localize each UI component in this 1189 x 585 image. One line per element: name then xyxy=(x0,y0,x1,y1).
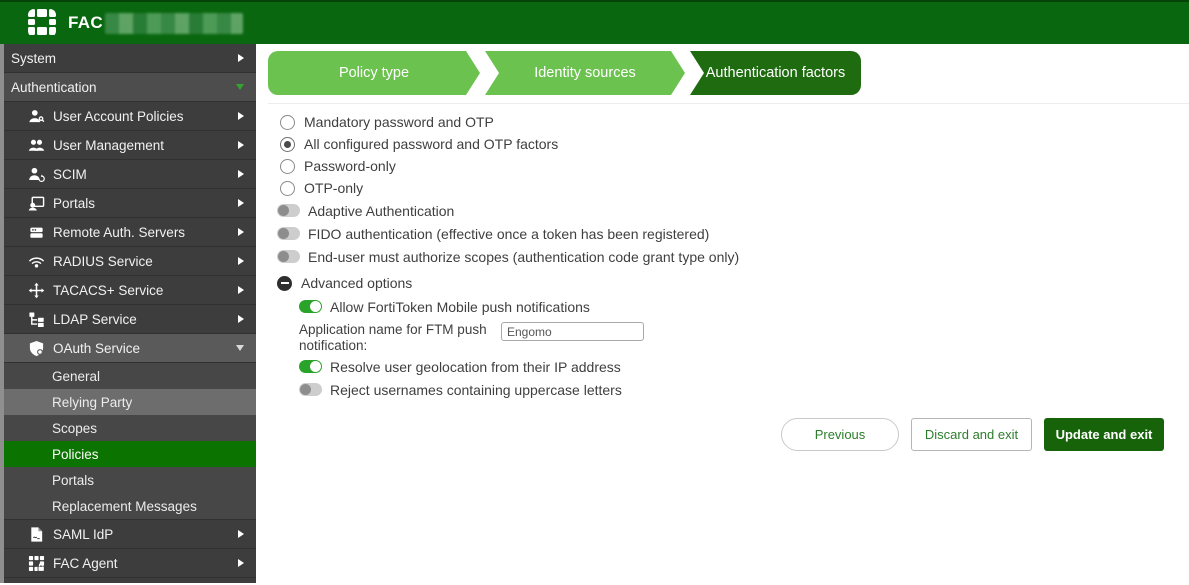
wizard-steps xyxy=(268,51,861,95)
sidebar-subitem-general[interactable]: General xyxy=(0,363,256,389)
sidebar-item-remote-auth-servers[interactable]: Remote Auth. Servers xyxy=(0,218,256,247)
wizard-button-row xyxy=(268,418,1189,451)
sidebar-item-user-management[interactable]: User Management xyxy=(0,131,256,160)
sidebar-item-user-account-policies[interactable]: User Account Policies xyxy=(0,102,256,131)
brand-title: FAC xyxy=(68,13,103,32)
chevron-down-icon xyxy=(236,345,244,351)
document-icon xyxy=(27,525,46,543)
ftm-app-name-input[interactable] xyxy=(501,322,644,341)
shield-key-icon xyxy=(27,339,46,357)
sidebar-scrollbar[interactable] xyxy=(0,44,4,583)
user-window-icon xyxy=(27,194,46,212)
redacted-hostname xyxy=(105,13,243,34)
grid-lock-icon xyxy=(27,554,46,572)
toggle-fido-authentication[interactable]: FIDO authentication (effective once a token has been registered) xyxy=(277,222,1189,245)
sidebar-item-ldap-service[interactable]: LDAP Service xyxy=(0,305,256,334)
sitemap-icon xyxy=(27,310,46,328)
sidebar-subitem-scopes[interactable]: Scopes xyxy=(0,415,256,441)
advanced-options-body xyxy=(268,295,1189,401)
sidebar xyxy=(0,44,256,583)
radio-password-only[interactable]: Password-only xyxy=(280,155,1189,177)
chevron-right-icon xyxy=(238,286,244,294)
authentication-factors-form xyxy=(268,104,1189,451)
users-icon xyxy=(27,136,46,154)
user-wrench-icon xyxy=(27,107,46,125)
toggle-end-user-authorize-scopes[interactable]: End-user must authorize scopes (authentication code grant type only) xyxy=(277,245,1189,268)
chevron-right-icon xyxy=(238,199,244,207)
toggle-off-icon[interactable] xyxy=(277,204,300,217)
chevron-right-icon xyxy=(238,530,244,538)
sidebar-item-tacacs-service[interactable]: TACACS+ Service xyxy=(0,276,256,305)
toggle-adaptive-authentication[interactable]: Adaptive Authentication xyxy=(277,199,1189,222)
sidebar-item-saml-idp[interactable]: SAML IdP xyxy=(0,520,256,549)
main-content xyxy=(256,44,1189,583)
wizard-step-identity-sources[interactable]: Identity sources xyxy=(485,51,685,95)
discard-and-exit-button[interactable]: Discard and exit xyxy=(911,418,1032,451)
move-arrows-icon xyxy=(27,281,46,299)
chevron-right-icon xyxy=(238,559,244,567)
sidebar-item-fac-agent[interactable]: FAC Agent xyxy=(0,549,256,578)
sidebar-item-scim[interactable]: SCIM xyxy=(0,160,256,189)
chevron-right-icon xyxy=(238,170,244,178)
update-and-exit-button[interactable]: Update and exit xyxy=(1044,418,1164,451)
chevron-down-icon xyxy=(236,84,244,90)
toggle-resolve-geolocation[interactable]: Resolve user geolocation from their IP address xyxy=(299,355,1189,378)
ftm-app-name-label: Application name for FTM push notification: xyxy=(299,322,487,353)
user-sync-icon xyxy=(27,165,46,183)
sidebar-subitem-portals[interactable]: Portals xyxy=(0,467,256,493)
radio-mandatory-password-otp[interactable]: Mandatory password and OTP xyxy=(280,111,1189,133)
toggle-off-icon[interactable] xyxy=(277,250,300,263)
fortinet-logo-icon xyxy=(28,9,56,37)
chevron-right-icon xyxy=(238,141,244,149)
previous-button[interactable]: Previous xyxy=(781,418,899,451)
toggle-on-icon[interactable] xyxy=(299,360,322,373)
sidebar-subitem-relying-party[interactable]: Relying Party xyxy=(0,389,256,415)
radio-icon[interactable] xyxy=(280,159,295,174)
toggle-off-icon[interactable] xyxy=(277,227,300,240)
sidebar-item-radius-service[interactable]: RADIUS Service xyxy=(0,247,256,276)
sidebar-item-portals[interactable]: Portals xyxy=(0,189,256,218)
chevron-right-icon xyxy=(238,257,244,265)
radio-otp-only[interactable]: OTP-only xyxy=(280,177,1189,199)
sidebar-subitem-policies[interactable]: Policies xyxy=(0,441,256,467)
server-icon xyxy=(27,223,46,241)
radio-selected-icon[interactable] xyxy=(280,137,295,152)
oauth-service-submenu xyxy=(0,363,256,520)
radio-icon[interactable] xyxy=(280,115,295,130)
sidebar-item-system[interactable]: System xyxy=(0,44,256,73)
ftm-app-name-row xyxy=(299,318,1189,355)
chevron-right-icon xyxy=(238,54,244,62)
collapse-minus-icon[interactable] xyxy=(277,276,292,291)
wizard-step-policy-type[interactable]: Policy type xyxy=(268,51,480,95)
toggle-reject-uppercase-usernames[interactable]: Reject usernames containing uppercase letters xyxy=(299,378,1189,401)
advanced-options-expander[interactable]: Advanced options xyxy=(277,271,1189,295)
radio-icon[interactable] xyxy=(280,181,295,196)
toggle-off-icon[interactable] xyxy=(299,383,322,396)
chevron-right-icon xyxy=(238,315,244,323)
sidebar-item-authentication[interactable]: Authentication xyxy=(0,73,256,102)
toggle-ftm-push-notifications[interactable]: Allow FortiToken Mobile push notifications xyxy=(299,295,1189,318)
sidebar-item-oauth-service[interactable]: OAuth Service xyxy=(0,334,256,363)
toggle-on-icon[interactable] xyxy=(299,300,322,313)
radio-all-configured-factors[interactable]: All configured password and OTP factors xyxy=(280,133,1189,155)
wizard-step-authentication-factors[interactable]: Authentication factors xyxy=(690,51,861,95)
chevron-right-icon xyxy=(238,228,244,236)
sidebar-subitem-replacement-messages[interactable]: Replacement Messages xyxy=(0,493,256,519)
top-bar xyxy=(0,0,1189,44)
chevron-right-icon xyxy=(238,112,244,120)
wifi-icon xyxy=(27,252,46,270)
